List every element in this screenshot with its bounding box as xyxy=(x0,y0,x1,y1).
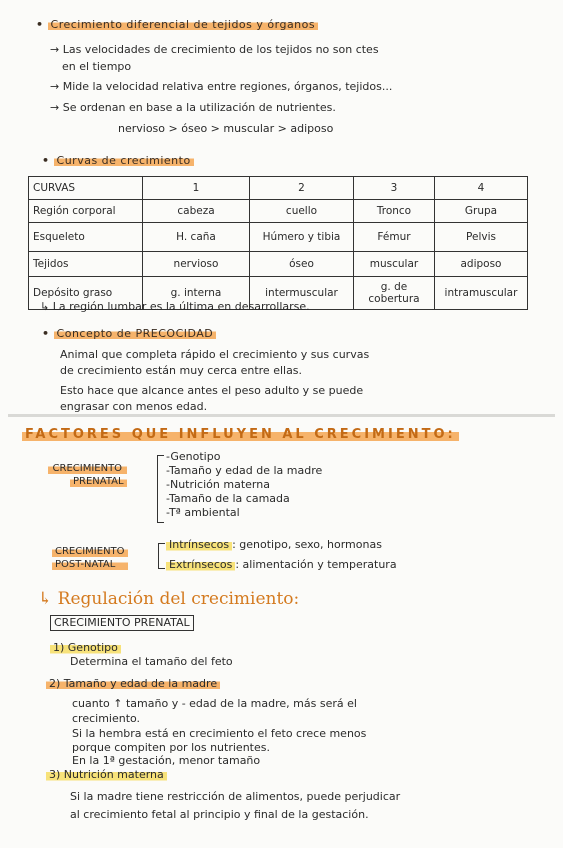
prenatal-label xyxy=(48,462,127,488)
table-cell: Pelvis xyxy=(435,223,528,252)
postnatal-label-line-1: CRECIMIENTO xyxy=(52,545,128,558)
table-cell: Depósito graso xyxy=(29,277,143,310)
table-cell: H. caña xyxy=(143,223,250,252)
table-cell: nervioso xyxy=(143,252,250,277)
item1-title xyxy=(50,641,121,655)
table-cell: Región corporal xyxy=(29,200,143,223)
table-cell: adiposo xyxy=(435,252,528,277)
postnatal-item-text: : genotipo, sexo, hormonas xyxy=(232,538,382,551)
section1-heading xyxy=(36,18,318,32)
regulation-title: ↳ Regulación del crecimiento: xyxy=(38,589,300,609)
item1-title-text: 1) Genotipo xyxy=(50,641,121,654)
section3-line-1: Animal que completa rápido el crecimiento y sus curvas xyxy=(60,348,370,361)
prenatal-item: -Tamaño y edad de la madre xyxy=(166,464,323,477)
prenatal-item: -Tª ambiental xyxy=(166,506,240,519)
regulation-subtitle-text: CRECIMIENTO PRENATAL xyxy=(50,615,194,631)
table-cell: cuello xyxy=(250,200,354,223)
item2-line-3: Si la hembra está en crecimiento el feto crece menos xyxy=(72,727,367,740)
section3-heading xyxy=(42,327,216,341)
table-cell: Tronco xyxy=(354,200,435,223)
item2-title xyxy=(46,677,220,691)
table-cell: Esqueleto xyxy=(29,223,143,252)
factors-title xyxy=(22,428,459,442)
table-header-cell: 2 xyxy=(250,177,354,200)
regulation-subtitle xyxy=(50,615,194,631)
section3-line-3: Esto hace que alcance antes el peso adulto y se puede xyxy=(60,384,364,397)
table-header-cell: 4 xyxy=(435,177,528,200)
section3-line-2: de crecimiento están muy cerca entre ellas. xyxy=(60,364,303,377)
table-row xyxy=(29,223,528,252)
item1-text: Determina el tamaño del feto xyxy=(70,655,233,668)
section2-title: Curvas de crecimiento xyxy=(54,154,194,167)
section3-title: Concepto de PRECOCIDAD xyxy=(54,327,217,340)
item2-line-2: crecimiento. xyxy=(72,712,141,725)
section1-title: Crecimiento diferencial de tejidos y órganos xyxy=(48,18,319,31)
table-row xyxy=(29,252,528,277)
prenatal-brace xyxy=(157,455,164,523)
prenatal-items xyxy=(166,450,322,520)
item3-line-2: al crecimiento fetal al principio y final de la gestación. xyxy=(70,808,369,821)
section1-line-1: → Las velocidades de crecimiento de los tejidos no son ctes xyxy=(50,43,379,56)
table-cell: Grupa xyxy=(435,200,528,223)
table-header-row xyxy=(29,177,528,200)
item3-title-text: 3) Nutrición materna xyxy=(46,768,167,781)
section1-line-2: en el tiempo xyxy=(62,60,132,73)
prenatal-label-line-2: PRENATAL xyxy=(70,475,127,488)
postnatal-brace xyxy=(158,543,165,569)
table-cell: Tejidos xyxy=(29,252,143,277)
postnatal-item-1 xyxy=(166,538,382,552)
section1-line-4: → Se ordenan en base a la utilización de nutrientes. xyxy=(50,101,336,114)
section1-line-5: nervioso > óseo > muscular > adiposo xyxy=(118,122,334,135)
table-cell: intermuscular xyxy=(250,277,354,310)
prenatal-item: -Genotipo xyxy=(166,450,221,463)
table-cell: Fémur xyxy=(354,223,435,252)
table-row xyxy=(29,200,528,223)
item3-title xyxy=(46,768,167,782)
section2-note: ↳ La región lumbar es la última en desarrollarse. xyxy=(40,300,310,313)
postnatal-item-label: Intrínsecos xyxy=(166,538,232,551)
postnatal-label xyxy=(52,545,128,571)
section2-heading xyxy=(42,154,194,168)
postnatal-label-line-2: POST-NATAL xyxy=(52,558,128,571)
table-header-cell: CURVAS xyxy=(29,177,143,200)
item2-line-1: cuanto ↑ tamaño y - edad de la madre, más será el xyxy=(72,697,357,710)
prenatal-label-line-1: CRECIMIENTO xyxy=(48,462,127,475)
prenatal-item: -Nutrición materna xyxy=(166,478,270,491)
postnatal-item-text: : alimentación y temperatura xyxy=(235,558,397,571)
postnatal-item-label: Extrínsecos xyxy=(166,558,235,571)
table-cell: cabeza xyxy=(143,200,250,223)
item2-line-5: En la 1ª gestación, menor tamaño xyxy=(72,754,261,767)
item2-title-text: 2) Tamaño y edad de la madre xyxy=(46,677,220,690)
postnatal-item-2 xyxy=(166,558,397,572)
item2-line-4: porque compiten por los nutrientes. xyxy=(72,741,270,754)
table-header-cell: 3 xyxy=(354,177,435,200)
prenatal-item: -Tamaño de la camada xyxy=(166,492,290,505)
bullet-dot-icon: • xyxy=(42,327,50,340)
bullet-dot-icon: • xyxy=(36,18,44,31)
table-cell: intramuscular xyxy=(435,277,528,310)
section3-line-4: engrasar con menos edad. xyxy=(60,400,208,413)
table-cell: g. interna xyxy=(143,277,250,310)
factors-title-text: FACTORES QUE INFLUYEN AL CRECIMIENTO: xyxy=(22,427,459,442)
section1-line-3: → Mide la velocidad relativa entre regiones, órganos, tejidos... xyxy=(50,80,393,93)
table-cell: g. de cobertura xyxy=(354,277,435,310)
section-divider xyxy=(8,414,555,417)
item3-line-1: Si la madre tiene restricción de alimentos, puede perjudicar xyxy=(70,790,401,803)
table-cell: Húmero y tibia xyxy=(250,223,354,252)
growth-curves-table xyxy=(28,176,528,310)
table-header-cell: 1 xyxy=(143,177,250,200)
bullet-dot-icon: • xyxy=(42,154,50,167)
table-cell: óseo xyxy=(250,252,354,277)
table-cell: muscular xyxy=(354,252,435,277)
